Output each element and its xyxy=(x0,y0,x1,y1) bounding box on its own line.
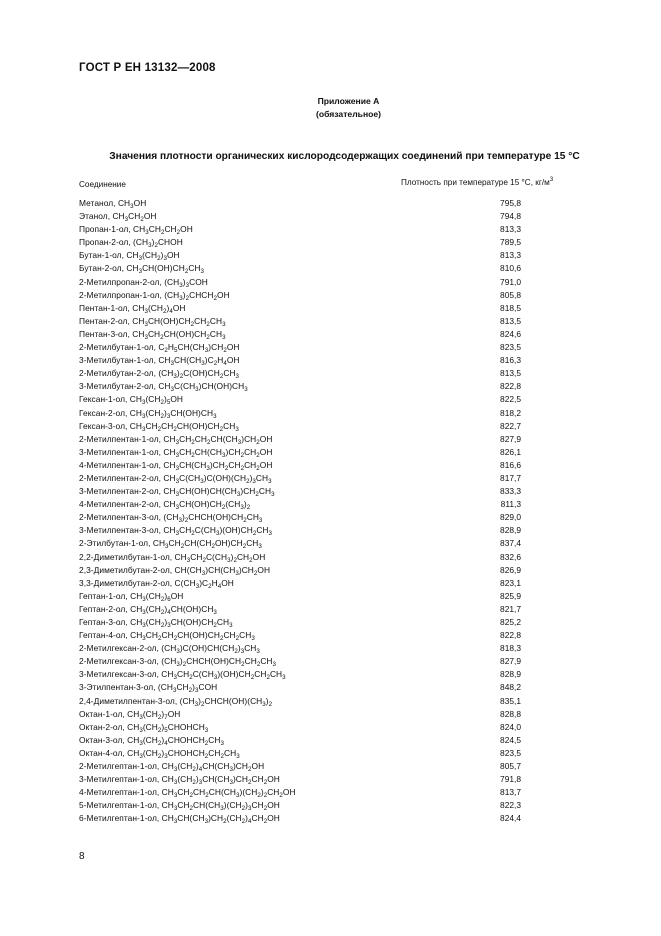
density-value: 823,1 xyxy=(500,577,521,588)
table-row xyxy=(79,708,521,721)
table-row xyxy=(79,681,521,694)
column-header-density-unit-exponent: 3 xyxy=(549,176,554,183)
compound-name: Пентан-2-ол, $CH_3CH(OH)CH_2CH_2CH_3$ xyxy=(79,315,226,328)
compound-name: Гексан-3-ол, $CH_3CH_2CH_2CH(OH)CH_2CH_3$ xyxy=(79,420,239,433)
table-row xyxy=(79,721,521,734)
table-row xyxy=(79,407,521,420)
compound-name: 3-Метилбутан-2-ол, $CH_3C(CH_3)CH(OH)CH_3$ xyxy=(79,381,248,394)
density-value: 821,7 xyxy=(500,603,521,614)
compound-name: Бутан-1-ол, $CH_3(CH_2)_3OH$ xyxy=(79,250,180,263)
compound-name: 3-Метилпентан-1-ол, $CH_3CH_2CH(CH_3)CH_2CH_2OH$ xyxy=(79,446,273,459)
table-row xyxy=(79,223,521,236)
table-row xyxy=(79,616,521,629)
table-row xyxy=(79,210,521,223)
table-row xyxy=(79,420,521,433)
compound-name: 2-Метилпентан-1-ол, $CH_3CH_2CH_2CH(CH_3)CH_2OH$ xyxy=(79,433,273,446)
compound-name: 2,3-Диметилбутан-2-ол, $CH(CH_3)CH(CH_3)CH_2OH$ xyxy=(79,564,271,577)
table-row xyxy=(79,551,521,564)
annex-title: Приложение А xyxy=(317,96,380,106)
density-value: 811,3 xyxy=(500,499,521,510)
table-row xyxy=(79,812,521,825)
density-value: 822,8 xyxy=(500,630,521,641)
density-value: 824,6 xyxy=(500,328,521,339)
table-row xyxy=(79,655,521,668)
compound-name: Гептан-1-ол, $CH_3(CH_2)_6OH$ xyxy=(79,590,184,603)
compound-name: Октан-3-ол, $CH_3(CH_2)_4CHOHCH_2CH_3$ xyxy=(79,734,224,747)
table-title-container xyxy=(0,151,661,162)
table-row xyxy=(79,446,521,459)
density-value: 791,8 xyxy=(500,774,521,785)
table-row xyxy=(79,577,521,590)
compound-name: 2-Метилгексан-2-ол, $(CH_3)C(OH)CH(CH_2)_3CH_3$ xyxy=(79,643,260,656)
compound-name: Октан-4-ол, $CH_3(CH_2)_3CHOHCH_2CH_2CH_3$ xyxy=(79,747,240,760)
density-value: 794,8 xyxy=(500,211,521,222)
compound-name: 2-Метилпропан-2-ол, $(CH_3)_3COH$ xyxy=(79,276,208,289)
table-row xyxy=(79,236,521,249)
compound-name: Бутан-2-ол, $CH_3CH(OH)CH_2CH_3$ xyxy=(79,263,205,276)
table-row xyxy=(79,786,521,799)
compound-name: Гептан-2-ол, $CH_3(CH_2)_4CH(OH)CH_3$ xyxy=(79,603,217,616)
compound-name: 2-Метилпентан-3-ол, $(CH_3)_2CHCH(OH)CH_2CH_3$ xyxy=(79,512,263,525)
density-value: 805,7 xyxy=(500,761,521,772)
density-value: 813,3 xyxy=(500,224,521,235)
compound-name: Гексан-1-ол, $CH_3(CH_2)_5OH$ xyxy=(79,394,184,407)
document-standard-code: ГОСТ Р ЕН 13132—2008 xyxy=(79,62,216,74)
table-row xyxy=(79,629,521,642)
compound-name: 3-Метилгептан-1-ол, $CH_3(CH_2)_3CH(CH_3)CH_2CH_2OH$ xyxy=(79,774,280,787)
table-row xyxy=(79,524,521,537)
table-row xyxy=(79,433,521,446)
table-row xyxy=(79,773,521,786)
density-value: 818,3 xyxy=(500,643,521,654)
density-value: 813,5 xyxy=(500,368,521,379)
density-value: 835,1 xyxy=(500,695,521,706)
compound-name: Октан-2-ол, $CH_3(CH_2)_5CHOHCH_3$ xyxy=(79,721,209,734)
density-value: 789,5 xyxy=(500,237,521,248)
table-row xyxy=(79,642,521,655)
density-value: 795,8 xyxy=(500,198,521,208)
compound-name: Пентан-3-ол, $CH_3CH_2CH(OH)CH_2CH_3$ xyxy=(79,328,226,341)
density-value: 805,8 xyxy=(500,289,521,300)
table-row xyxy=(79,485,521,498)
density-value: 817,7 xyxy=(500,472,521,483)
compound-name: Гексан-2-ол, $CH_3(CH_2)_3CH(OH)CH_3$ xyxy=(79,407,217,420)
density-value: 822,3 xyxy=(500,800,521,811)
table-row xyxy=(79,380,521,393)
density-value: 828,9 xyxy=(500,525,521,536)
density-value: 791,0 xyxy=(500,276,521,287)
density-value: 848,2 xyxy=(500,682,521,693)
table-row xyxy=(79,249,521,262)
compound-name: 2-Метилпентан-2-ол, $CH_3C(CH_3)C(OH)(CH_2)_3CH_3$ xyxy=(79,472,272,485)
density-value: 828,9 xyxy=(500,669,521,680)
table-row xyxy=(79,511,521,524)
table-row xyxy=(79,289,521,302)
table-title: Значения плотности органических кислородсодержащих соединений при температуре 15 °С xyxy=(109,151,580,162)
table-row xyxy=(79,459,521,472)
table-row xyxy=(79,197,521,210)
compound-name: 3-Метилпентан-3-ол, $CH_3CH_2C(CH_3)(OH)CH_2CH_3$ xyxy=(79,525,273,538)
table-row xyxy=(79,747,521,760)
compound-name: 6-Метилгептан-1-ол, $CH_3CH(CH_3)CH_2(CH_2)_4CH_2OH$ xyxy=(79,813,280,826)
table-row xyxy=(79,668,521,681)
annex-heading xyxy=(0,95,661,121)
compound-name: Пропан-1-ол, $CH_3CH_2CH_2OH$ xyxy=(79,224,193,237)
density-value: 825,9 xyxy=(500,590,521,601)
table-row xyxy=(79,341,521,354)
compound-name: 2-Метилгексан-3-ол, $(CH_3)_2CHCH(OH)CH_2CH_2CH_3$ xyxy=(79,656,277,669)
density-value: 822,5 xyxy=(500,394,521,405)
column-header-compound: Соединение xyxy=(79,180,126,189)
table-row xyxy=(79,393,521,406)
table-row xyxy=(79,472,521,485)
density-value: 833,3 xyxy=(500,486,521,497)
compound-name: 2,2-Диметилбутан-1-ол, $CH_3CH_2C(CH_3)_2CH_2OH$ xyxy=(79,551,266,564)
compound-name: Гептан-4-ол, $CH_3CH_2CH_2CH(OH)CH_2CH_2CH_3$ xyxy=(79,630,255,643)
table-row xyxy=(79,695,521,708)
table-row xyxy=(79,328,521,341)
density-value: 826,1 xyxy=(500,446,521,457)
table-row xyxy=(79,603,521,616)
compound-name: Гептан-3-ол, $CH_3(CH_2)_3CH(OH)CH_2CH_3$ xyxy=(79,617,233,629)
compound-name: Октан-1-ол, $CH_3(CH_2)_7OH$ xyxy=(79,708,181,721)
compound-name: 3-Этилпентан-3-ол, $(CH_3CH_2)_3COH$ xyxy=(79,682,218,695)
density-value: 813,5 xyxy=(500,315,521,326)
compound-name: 4-Метилпентан-2-ол, $CH_3CH(OH)CH_2(CH_3)_2$ xyxy=(79,499,251,512)
compound-name: 2,4-Диметилпентан-3-ол, $(CH_3)_2CHCH(OH)(CH_3)_2$ xyxy=(79,695,273,708)
table-row xyxy=(79,564,521,577)
compound-name: 3-Метилгексан-3-ол, $CH_3CH_2C(CH_3)(OH)CH_2CH_2CH_3$ xyxy=(79,669,286,682)
density-value: 827,9 xyxy=(500,433,521,444)
density-value: 832,6 xyxy=(500,551,521,562)
compound-name: 2-Метилгептан-1-ол, $CH_3(CH_2)_4CH(CH_3)CH_2OH$ xyxy=(79,761,265,774)
page-number: 8 xyxy=(79,851,85,862)
compound-name: 2-Метилбутан-1-ол, $C_2H_5CH(CH_3)CH_2OH$ xyxy=(79,342,240,355)
density-value: 813,7 xyxy=(500,787,521,798)
table-row xyxy=(79,354,521,367)
density-value: 824,0 xyxy=(500,721,521,732)
density-value: 824,4 xyxy=(500,813,521,824)
density-value: 837,4 xyxy=(500,538,521,549)
table-row xyxy=(79,734,521,747)
compound-name: 3,3-Диметилбутан-2-ол, $C(CH_3)C_2H_4OH$ xyxy=(79,577,234,590)
density-value: 816,3 xyxy=(500,355,521,366)
compound-name: Пентан-1-ол, $CH_3(CH_2)_4OH$ xyxy=(79,302,186,315)
table-row xyxy=(79,799,521,812)
density-value: 822,7 xyxy=(500,420,521,431)
compound-name: 5-Метилгептан-1-ол, $CH_3CH_2CH(CH_3)(CH_2)_3CH_2OH$ xyxy=(79,800,280,813)
compound-name: 4-Метилпентан-1-ол, $CH_3CH(CH_3)CH_2CH_2CH_2OH$ xyxy=(79,459,273,472)
compound-name: 2-Метилпропан-1-ол, $(CH_3)_2CHCH_2OH$ xyxy=(79,289,230,302)
density-value: 824,5 xyxy=(500,734,521,745)
density-value: 829,0 xyxy=(500,512,521,523)
table-row xyxy=(79,537,521,550)
density-value: 827,9 xyxy=(500,656,521,667)
density-value: 818,2 xyxy=(500,407,521,418)
compound-name: 3-Метилпентан-2-ол, $CH_3CH(OH)CH(CH_3)CH_2CH_3$ xyxy=(79,486,275,499)
compound-name: 4-Метилгептан-1-ол, $CH_3CH_2CH_2CH(CH_3)(CH_2)_2CH_2OH$ xyxy=(79,787,296,800)
compound-name: Этанол, $CH_3CH_2OH$ xyxy=(79,211,157,224)
table-row xyxy=(79,367,521,380)
column-header-density-text: Плотность при температуре 15 °С, кг/м xyxy=(401,178,550,187)
table-row xyxy=(79,315,521,328)
table-row xyxy=(79,276,521,289)
compound-name: 2-Метилбутан-2-ол, $(CH_3)_2C(OH)CH_2CH_3$ xyxy=(79,368,240,381)
table-row xyxy=(79,262,521,275)
density-value: 828,8 xyxy=(500,708,521,719)
density-value: 810,6 xyxy=(500,263,521,274)
compound-name: 3-Метилбутан-1-ол, $CH_3CH(CH_3)C_2H_4OH$ xyxy=(79,355,240,368)
density-value: 813,3 xyxy=(500,250,521,261)
density-value: 825,2 xyxy=(500,617,521,627)
compound-name: Пропан-2-ол, $(CH_3)_2CHOH$ xyxy=(79,237,183,250)
density-value: 823,5 xyxy=(500,342,521,353)
density-value: 823,5 xyxy=(500,747,521,758)
density-value: 822,8 xyxy=(500,381,521,392)
density-value: 826,9 xyxy=(500,564,521,575)
compound-name: Метанол, $CH_3OH$ xyxy=(79,198,147,210)
table-row xyxy=(79,760,521,773)
table-row xyxy=(79,498,521,511)
density-value: 818,5 xyxy=(500,302,521,313)
density-table-body xyxy=(79,197,521,826)
table-row xyxy=(79,302,521,315)
compound-name: 2-Этилбутан-1-ол, $CH_3CH_2CH(CH_2OH)CH_2CH_3$ xyxy=(79,538,262,551)
density-value: 816,6 xyxy=(500,459,521,470)
column-header-density xyxy=(401,178,553,187)
table-row xyxy=(79,590,521,603)
annex-status: (обязательное) xyxy=(315,109,382,119)
